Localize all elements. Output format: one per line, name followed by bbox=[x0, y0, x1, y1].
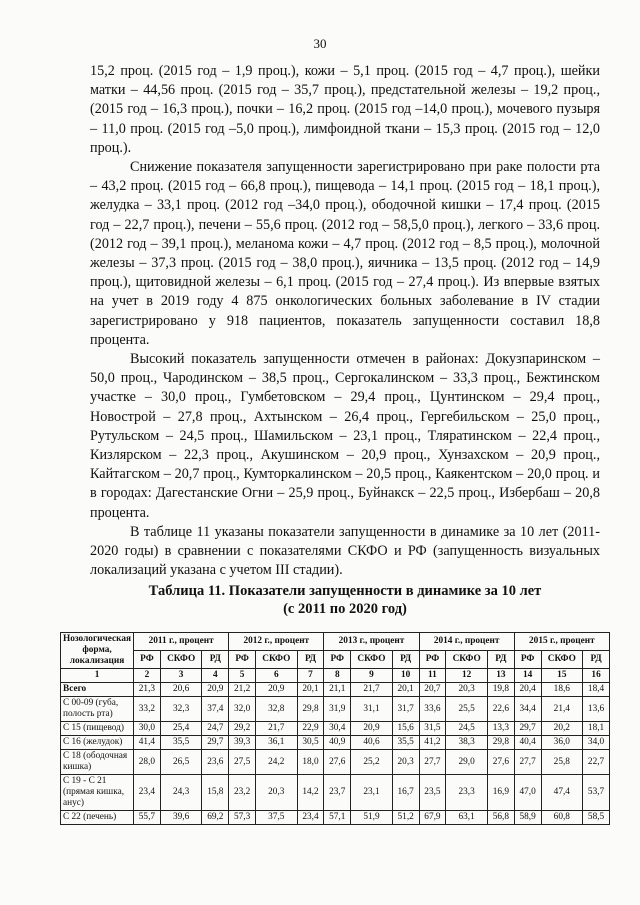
table-cell: 20,9 bbox=[351, 722, 393, 736]
table-cell: 29,8 bbox=[297, 697, 324, 722]
column-number: 4 bbox=[202, 669, 229, 683]
column-number: 2 bbox=[134, 669, 161, 683]
table-cell: 63,1 bbox=[446, 811, 488, 825]
table-cell: 37,5 bbox=[255, 811, 297, 825]
column-number: 11 bbox=[419, 669, 446, 683]
region-header: РФ bbox=[419, 651, 446, 669]
table-cell: 29,7 bbox=[514, 722, 541, 736]
table-cell: 23,4 bbox=[134, 775, 161, 811]
region-header: РД bbox=[487, 651, 514, 669]
table-cell: 23,3 bbox=[446, 775, 488, 811]
table-cell: 34,0 bbox=[583, 736, 610, 750]
year-header: 2012 г., процент bbox=[229, 633, 324, 651]
table-cell: 51,9 bbox=[351, 811, 393, 825]
table-cell: 39,6 bbox=[160, 811, 202, 825]
table-cell: 40,9 bbox=[324, 736, 351, 750]
table-cell: 31,9 bbox=[324, 697, 351, 722]
table-cell: 30,4 bbox=[324, 722, 351, 736]
table-cell: 24,5 bbox=[446, 722, 488, 736]
table-cell: 20,7 bbox=[419, 683, 446, 697]
table-row bbox=[61, 697, 610, 722]
region-header: РД bbox=[297, 651, 324, 669]
header-row bbox=[61, 633, 610, 651]
table-cell: 20,3 bbox=[392, 750, 419, 775]
table-cell: 15,8 bbox=[202, 775, 229, 811]
table-cell: 25,5 bbox=[446, 697, 488, 722]
region-header: СКФО bbox=[541, 651, 583, 669]
region-header: СКФО bbox=[446, 651, 488, 669]
table-cell: 32,0 bbox=[229, 697, 256, 722]
table-cell: 58,5 bbox=[583, 811, 610, 825]
table-cell: 37,4 bbox=[202, 697, 229, 722]
table-cell: 21,7 bbox=[351, 683, 393, 697]
table-cell: 36,0 bbox=[541, 736, 583, 750]
region-header: РД bbox=[202, 651, 229, 669]
table-cell: 24,2 bbox=[255, 750, 297, 775]
table-cell: 34,4 bbox=[514, 697, 541, 722]
table-row bbox=[61, 811, 610, 825]
table-cell: 22,6 bbox=[487, 697, 514, 722]
table-cell: 26,5 bbox=[160, 750, 202, 775]
table-cell: 20,9 bbox=[255, 683, 297, 697]
region-header: СКФО bbox=[255, 651, 297, 669]
table-cell: 56,8 bbox=[487, 811, 514, 825]
table-cell: 20,1 bbox=[392, 683, 419, 697]
year-header: 2015 г., процент bbox=[514, 633, 609, 651]
table-row bbox=[61, 775, 610, 811]
table-cell: 18,6 bbox=[541, 683, 583, 697]
table-cell: 67,9 bbox=[419, 811, 446, 825]
table-cell: 25,8 bbox=[541, 750, 583, 775]
table-cell: 53,7 bbox=[583, 775, 610, 811]
table-cell: 20,4 bbox=[514, 683, 541, 697]
table-caption-line: (с 2011 по 2020 год) bbox=[283, 601, 407, 617]
table-cell: 20,6 bbox=[160, 683, 202, 697]
region-header: РФ bbox=[514, 651, 541, 669]
table-cell: 35,5 bbox=[160, 736, 202, 750]
column-number: 13 bbox=[487, 669, 514, 683]
column-number-row bbox=[61, 669, 610, 683]
region-header: СКФО bbox=[160, 651, 202, 669]
table-cell: 40,6 bbox=[351, 736, 393, 750]
table-cell: 51,2 bbox=[392, 811, 419, 825]
column-number: 5 bbox=[229, 669, 256, 683]
table-cell: 27,5 bbox=[229, 750, 256, 775]
table-cell: 27,6 bbox=[324, 750, 351, 775]
table-cell: 15,6 bbox=[392, 722, 419, 736]
table-cell: 16,9 bbox=[487, 775, 514, 811]
table-cell: 20,3 bbox=[255, 775, 297, 811]
paragraph: 15,2 проц. (2015 год – 1,9 проц.), кожи – 5,1 проц. (2015 год – 4,7 проц.), шейки матки – 44,56 проц. (2015 год – 35,7 проц.), предстательной железы – 19,2 проц., (2015 год – 16,3 проц.), почки – 16,2 проц. (2015 год –14,0 проц.), мочевого пузыря – 11,0 проц. (2015 год –5,0 проц.), лимфоидной ткани – 15,3 проц. (2015 год – 12,0 проц.). bbox=[90, 63, 600, 156]
table-cell: 18,0 bbox=[297, 750, 324, 775]
table-cell: 13,6 bbox=[583, 697, 610, 722]
table-cell: 32,8 bbox=[255, 697, 297, 722]
column-number: 14 bbox=[514, 669, 541, 683]
region-header: РФ bbox=[229, 651, 256, 669]
table-cell: 21,1 bbox=[324, 683, 351, 697]
row-label: С 00-09 (губа, полость рта) bbox=[61, 697, 134, 722]
table-cell: 27,6 bbox=[487, 750, 514, 775]
column-number: 16 bbox=[583, 669, 610, 683]
table-cell: 47,4 bbox=[541, 775, 583, 811]
row-label: Всего bbox=[61, 683, 134, 697]
table-cell: 24,3 bbox=[160, 775, 202, 811]
column-number: 10 bbox=[392, 669, 419, 683]
row-label: С 18 (ободочная кишка) bbox=[61, 750, 134, 775]
region-header: РФ bbox=[324, 651, 351, 669]
paragraph: Высокий показатель запущенности отмечен в районах: Докузпаринском – 50,0 проц., Чародинском – 38,5 проц., Сергокалинском – 33,3 проц., Бежтинском участке – 30,0 проц., Гумбетовском – 29,4 проц., Цунтинском – 29,4 проц., Новострой – 27,8 проц., Ахтынском – 26,4 проц., Гергебильском – 25,0 проц., Рутульском – 24,5 проц., Шамильском – 23,1 проц., Тляратинском – 22,4 проц., Кизлярском – 22,3 проц., Акушинском – 20,9 проц., Хунзахском – 20,9 проц., Кайтагском – 20,7 проц., Кумторкалинском – 20,5 проц., Каякентском – 20,0 проц. и в городах: Дагестанские Огни – 25,9 проц., Буйнакск – 22,5 проц., Избербаш – 20,8 процента. bbox=[90, 351, 600, 521]
region-header: РФ bbox=[134, 651, 161, 669]
table-cell: 23,5 bbox=[419, 775, 446, 811]
table-cell: 35,5 bbox=[392, 736, 419, 750]
table-caption bbox=[90, 582, 600, 618]
column-number: 1 bbox=[61, 669, 134, 683]
paragraph: Снижение показателя запущенности зарегистрировано при раке полости рта – 43,2 проц. (2015 год – 66,8 проц.), пищевода – 14,1 проц. (2015 год – 18,1 проц.), желудка – 33,1 проц. (2012 год –34,0 проц.), ободочной кишки – 17,4 проц. (2015 год – 22,7 проц.), печени – 55,6 проц. (2012 год – 58,5,0 проц.), легкого – 33,6 проц. (2012 год – 39,1 проц.), меланома кожи – 4,7 проц. (2012 год – 8,5 проц.), молочной железы – 37,3 проц. (2015 год – 38,0 проц.), яичника – 13,5 проц. (2012 год – 14,9 проц.), щитовидной железы – 6,1 проц. (2015 год – 27,4 проц.). Из впервые взятых на учет в 2019 году 4 875 онкологических больных заболевание в IV стадии зарегистрировано у 918 пациентов, показатель запущенности составил 18,8 процента. bbox=[90, 159, 600, 348]
table-cell: 27,7 bbox=[514, 750, 541, 775]
table-cell: 40,4 bbox=[514, 736, 541, 750]
table-cell: 60,8 bbox=[541, 811, 583, 825]
table-cell: 23,6 bbox=[202, 750, 229, 775]
column-number: 3 bbox=[160, 669, 202, 683]
region-header: СКФО bbox=[351, 651, 393, 669]
table-cell: 31,5 bbox=[419, 722, 446, 736]
row-label: С 19 - С 21 (прямая кишка, анус) bbox=[61, 775, 134, 811]
column-number: 8 bbox=[324, 669, 351, 683]
column-number: 9 bbox=[351, 669, 393, 683]
table-row bbox=[61, 750, 610, 775]
table-cell: 38,3 bbox=[446, 736, 488, 750]
column-number: 7 bbox=[297, 669, 324, 683]
paragraph: В таблице 11 указаны показатели запущенности в динамике за 10 лет (2011-2020 годы) в сравнении с показателями СКФО и РФ (запущенность визуальных локализаций указана с учетом III стадии). bbox=[90, 523, 600, 579]
table-cell: 39,3 bbox=[229, 736, 256, 750]
table-cell: 29,0 bbox=[446, 750, 488, 775]
table-cell: 30,5 bbox=[297, 736, 324, 750]
year-header: 2013 г., процент bbox=[324, 633, 419, 651]
table-cell: 58,9 bbox=[514, 811, 541, 825]
table-cell: 33,2 bbox=[134, 697, 161, 722]
table-cell: 25,4 bbox=[160, 722, 202, 736]
table-cell: 16,7 bbox=[392, 775, 419, 811]
table-cell: 21,7 bbox=[255, 722, 297, 736]
table-cell: 47,0 bbox=[514, 775, 541, 811]
page-number: 30 bbox=[313, 36, 327, 51]
table-row bbox=[61, 683, 610, 697]
table-cell: 29,7 bbox=[202, 736, 229, 750]
table-cell: 14,2 bbox=[297, 775, 324, 811]
column-number: 15 bbox=[541, 669, 583, 683]
table-cell: 57,3 bbox=[229, 811, 256, 825]
table-cell: 33,6 bbox=[419, 697, 446, 722]
table-cell: 69,2 bbox=[202, 811, 229, 825]
region-header: РД bbox=[583, 651, 610, 669]
table-cell: 27,7 bbox=[419, 750, 446, 775]
table-cell: 23,1 bbox=[351, 775, 393, 811]
table-cell: 22,7 bbox=[583, 750, 610, 775]
table-cell: 41,2 bbox=[419, 736, 446, 750]
region-header: РД bbox=[392, 651, 419, 669]
table-cell: 21,3 bbox=[134, 683, 161, 697]
table-cell: 31,7 bbox=[392, 697, 419, 722]
corner-header: Нозологическая форма, локализация bbox=[61, 633, 134, 669]
table-row bbox=[61, 736, 610, 750]
table-cell: 23,4 bbox=[297, 811, 324, 825]
table-cell: 32,3 bbox=[160, 697, 202, 722]
table-cell: 41,4 bbox=[134, 736, 161, 750]
row-label: С 15 (пищевод) bbox=[61, 722, 134, 736]
year-header: 2014 г., процент bbox=[419, 633, 514, 651]
table-cell: 24,7 bbox=[202, 722, 229, 736]
row-label: С 16 (желудок) bbox=[61, 736, 134, 750]
table-row bbox=[61, 722, 610, 736]
table-cell: 31,1 bbox=[351, 697, 393, 722]
table-cell: 18,1 bbox=[583, 722, 610, 736]
column-number: 12 bbox=[446, 669, 488, 683]
table-cell: 25,2 bbox=[351, 750, 393, 775]
table-cell: 55,7 bbox=[134, 811, 161, 825]
table-cell: 21,4 bbox=[541, 697, 583, 722]
table-cell: 19,8 bbox=[487, 683, 514, 697]
table-cell: 23,2 bbox=[229, 775, 256, 811]
table-cell: 20,9 bbox=[202, 683, 229, 697]
column-number: 6 bbox=[255, 669, 297, 683]
data-table bbox=[60, 632, 610, 825]
body-text bbox=[90, 62, 600, 580]
table-cell: 29,2 bbox=[229, 722, 256, 736]
table-cell: 20,2 bbox=[541, 722, 583, 736]
table-cell: 30,0 bbox=[134, 722, 161, 736]
table-cell: 28,0 bbox=[134, 750, 161, 775]
table-cell: 20,1 bbox=[297, 683, 324, 697]
subheader-row bbox=[61, 651, 610, 669]
year-header: 2011 г., процент bbox=[134, 633, 229, 651]
table-cell: 23,7 bbox=[324, 775, 351, 811]
row-label: С 22 (печень) bbox=[61, 811, 134, 825]
table-cell: 36,1 bbox=[255, 736, 297, 750]
table-cell: 57,1 bbox=[324, 811, 351, 825]
table-cell: 21,2 bbox=[229, 683, 256, 697]
table-cell: 18,4 bbox=[583, 683, 610, 697]
table-cell: 13,3 bbox=[487, 722, 514, 736]
table-cell: 29,8 bbox=[487, 736, 514, 750]
table-caption-line: Таблица 11. Показатели запущенности в динамике за 10 лет bbox=[148, 583, 542, 599]
table-cell: 22,9 bbox=[297, 722, 324, 736]
table-cell: 20,3 bbox=[446, 683, 488, 697]
